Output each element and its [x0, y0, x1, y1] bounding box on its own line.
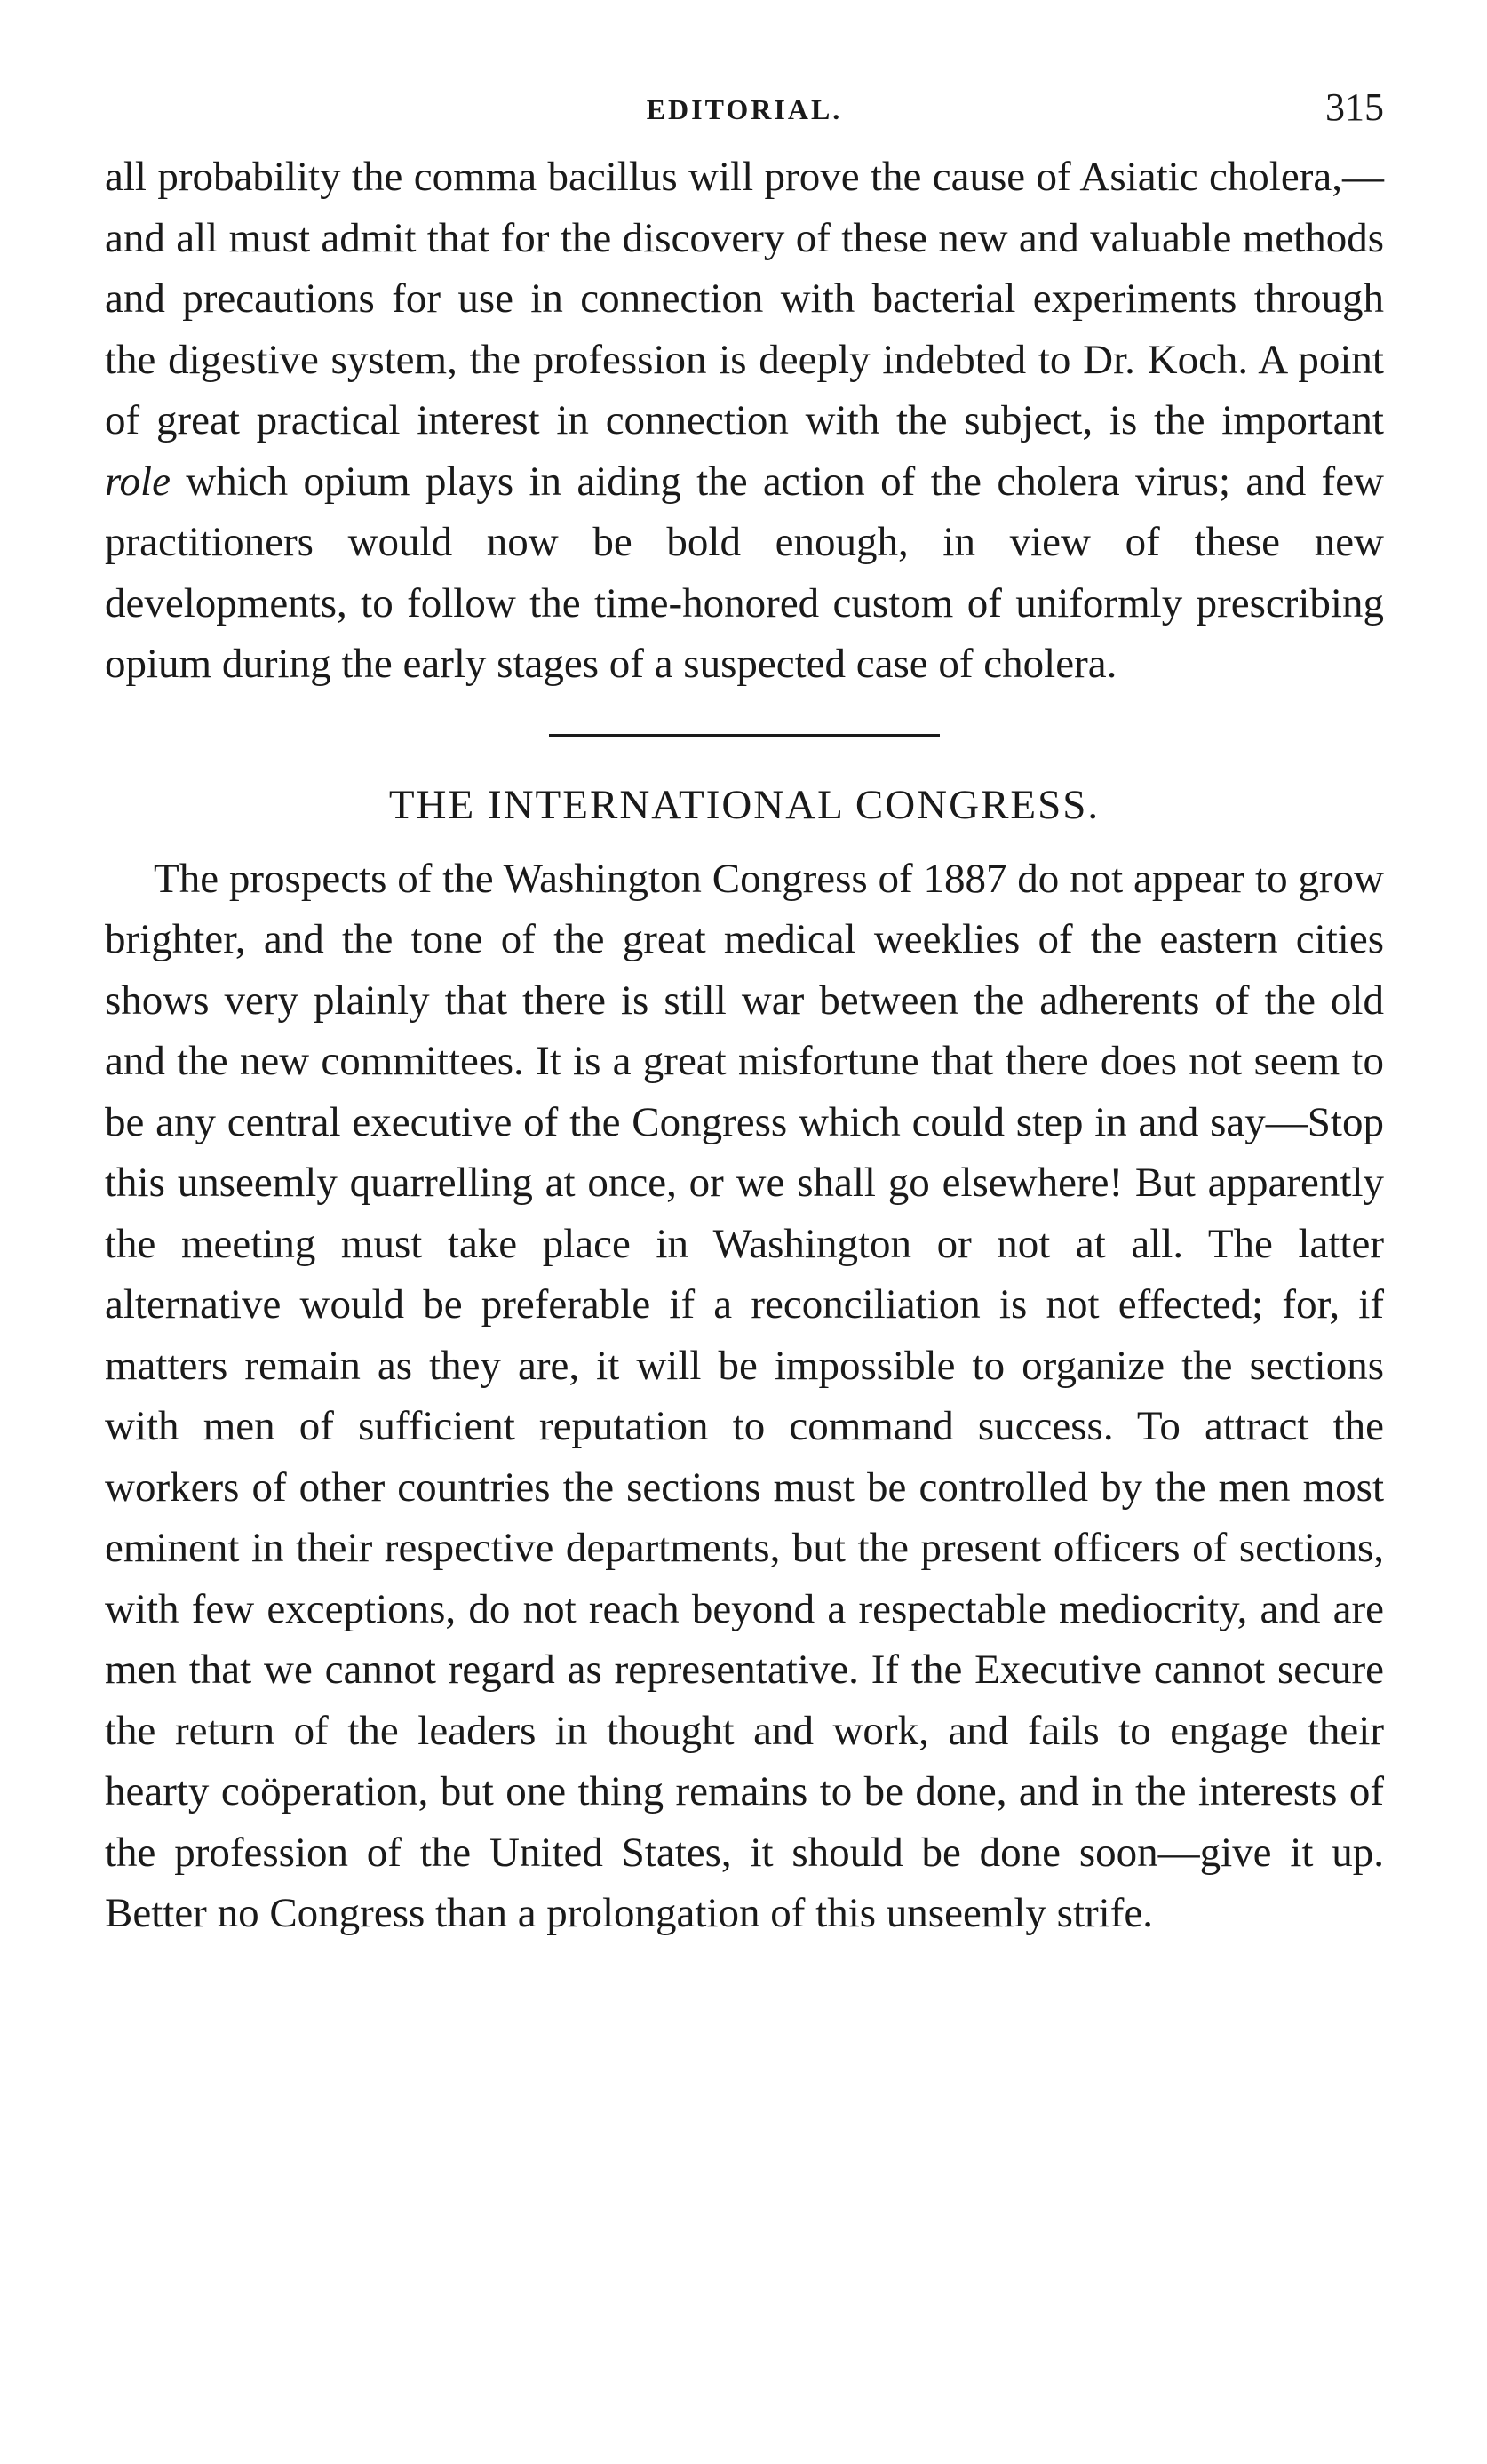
section-divider [549, 734, 940, 737]
running-head [105, 84, 1384, 147]
paragraph-text-part2: which opium plays in aiding the action of the cholera virus; and few practitioners would now be bold enough, in view of these new developments, to follow the time-honored custom of uniformly prescribing opium during the early stages of a suspected case of cholera. [105, 458, 1384, 687]
italic-word: role [105, 458, 171, 505]
page-number: 315 [1325, 85, 1384, 129]
section-title: EDITORIAL. [646, 93, 843, 125]
paragraph-text-part1: all probability the comma bacillus will prove the cause of Asiatic cholera,—and all must admit that for the discovery of these new and valuable methods and precautions for use in connection with bacterial experiments through the digestive system, the profession is deeply indebted to Dr. Koch. A point of great practical interest in connection with the subject, is the important [105, 154, 1384, 443]
page [105, 84, 1384, 1944]
continued-paragraph [105, 147, 1384, 695]
article-title: THE INTERNATIONAL CONGRESS. [388, 781, 1101, 828]
article-body: The prospects of the Washington Congress of 1887 do not appear to grow brighter, and the tone of the great medical weeklies of the eastern cities shows very plainly that there is still war between the adherents of the old and the new committees. It is a great misfortune that there does not seem to be any central executive of the Congress which could step in and say—Stop this unseemly quarrelling at once, or we shall go elsewhere! But apparently the meeting must take place in Washington or not at all. The latter alternative would be preferable if a reconciliation is not effected; for, if matters remain as they are, it will be impossible to organize the sections with men of sufficient reputation to command success. To attract the workers of other countries the sections must be controlled by the men most eminent in their respective departments, but the present officers of sections, with few exceptions, do not reach beyond a respectable mediocrity, and are men that we cannot regard as representative. If the Executive cannot secure the return of the leaders in thought and work, and fails to engage their hearty coöperation, but one thing remains to be done, and in the interests of the profession of the United States, it should be done soon—give it up. Better no Congress than a prolongation of this unseemly strife. [105, 855, 1384, 1936]
